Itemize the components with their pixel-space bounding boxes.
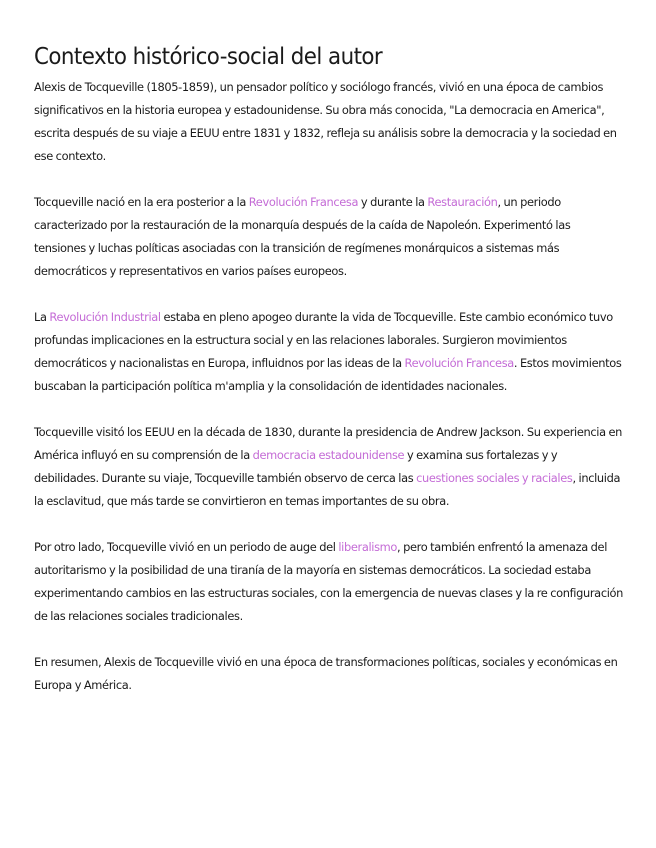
paragraph-text: y examina sus fortalezas y y debilidades. Durante su viaje, Tocqueville también observo de cerca las [34, 448, 558, 485]
highlighted-term[interactable]: liberalismo [338, 540, 398, 554]
paragraph-text: Alexis de Tocqueville (1805-1859), un pensador político y sociólogo francés, vivió en una época de cambios significativos en la historia europea y estadounidense. Su obra más conocida, "La democracia en America", escrita después de su viaje a EEUU entre 1831 y 1832, refleja su análisis sobre la democracia y la sociedad en ese contexto. [34, 80, 617, 163]
paragraph-text: estaba en pleno apogeo durante la vida de Tocqueville. Este cambio económico tuvo profundas implicaciones en la estructura social y en las relaciones laborales. Surgieron movimientos democráticos y nacionalistas en Europa, influidnos por las ideas de la [34, 310, 613, 370]
highlighted-term[interactable]: Revolución Francesa [404, 356, 514, 370]
paragraph-text: , incluida la esclavitud, que más tarde se convirtieron en temas importantes de su obra. [34, 471, 621, 508]
highlighted-term[interactable]: Revolución Francesa [248, 195, 359, 209]
page-title: Contexto histórico-social del autor [34, 44, 383, 70]
highlighted-term[interactable]: Revolución Industrial [49, 310, 161, 324]
paragraph-text: , pero también enfrentó la amenaza del autoritarismo y la posibilidad de una tiranía de la mayoría en sistemas democráticos. La sociedad estaba experimentando cambios en las estructuras sociales, con la emergencia de nuevas clases y la re configuración de las relaciones sociales tradicionales. [34, 540, 624, 623]
paragraph [34, 421, 624, 513]
paragraph [34, 76, 624, 168]
document-body [34, 76, 624, 697]
paragraph-text: . Estos movimientos buscaban la participación política m'amplia y la consolidación de identidades nacionales. [34, 356, 622, 393]
paragraph [34, 306, 624, 398]
paragraph-text: Por otro lado, Tocqueville vivió en un periodo de auge del [34, 540, 339, 554]
paragraph-text: y durante la [358, 195, 428, 209]
highlighted-term[interactable]: Restauración [427, 195, 498, 209]
paragraph [34, 536, 624, 628]
paragraph-text: , un periodo caracterizado por la restauración de la monarquía después de la caída de Napoleón. Experimentó las tensiones y luchas políticas asociadas con la transición de regímenes monárquicos a sistemas más democráticos y representativos en varios países europeos. [34, 195, 571, 278]
paragraph-text: La [34, 310, 50, 324]
highlighted-term[interactable]: cuestiones sociales y raciales [416, 471, 573, 485]
highlighted-term[interactable]: democracia estadounidense [252, 448, 405, 462]
document-page [34, 42, 624, 720]
paragraph-text: Tocqueville nació en la era posterior a la [34, 195, 249, 209]
paragraph-text: En resumen, Alexis de Tocqueville vivió en una época de transformaciones políticas, sociales y económicas en Europa y América. [34, 655, 618, 692]
paragraph-text: Tocqueville visitó los EEUU en la década de 1830, durante la presidencia de Andrew Jackson. Su experiencia en América influyó en su comprensión de la [34, 425, 623, 462]
paragraph [34, 651, 624, 697]
paragraph [34, 191, 624, 283]
